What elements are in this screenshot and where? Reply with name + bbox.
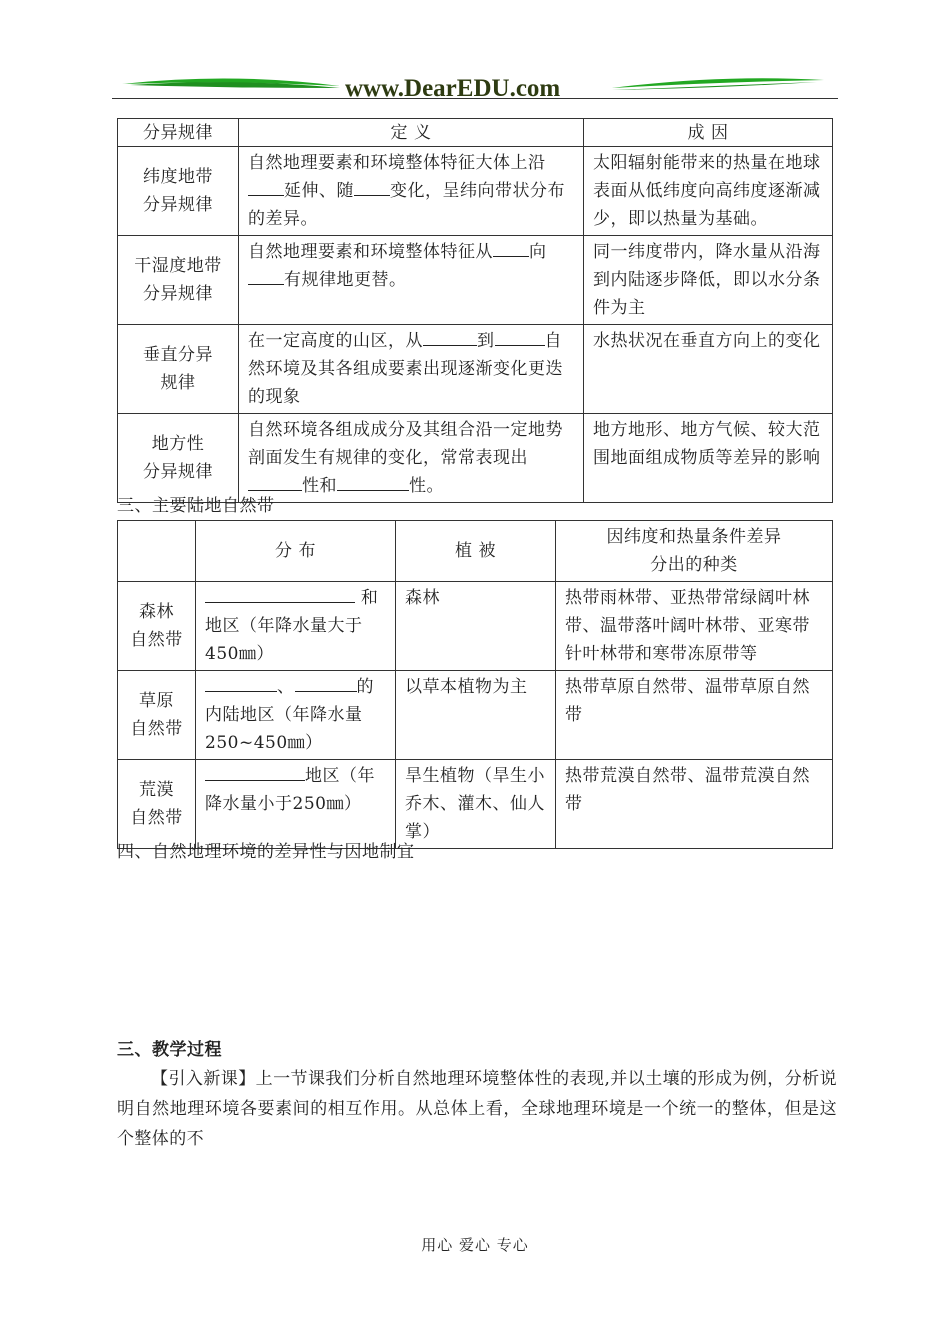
fill-blank[interactable] bbox=[205, 673, 277, 692]
zone-name-cell: 荒漠 自然带 bbox=[118, 760, 196, 849]
distribution-cell: 地区（年 降水量小于250㎜） bbox=[196, 760, 396, 849]
cause-cell: 太阳辐射能带来的热量在地球表面从低纬度向高纬度逐渐减少，即以热量为基础。 bbox=[584, 147, 833, 236]
differentiation-table bbox=[117, 118, 833, 503]
fill-blank[interactable] bbox=[248, 177, 284, 196]
definition-cell: 自然环境各组成成分及其组合沿一定地势剖面发生有规律的变化，常常表现出性和 性。 bbox=[239, 414, 584, 503]
site-url: www.DearEDU.com bbox=[345, 75, 561, 102]
table-row bbox=[118, 582, 833, 671]
kinds-cell: 热带荒漠自然带、温带荒漠自然带 bbox=[556, 760, 833, 849]
natural-zones-table bbox=[117, 520, 833, 849]
section-heading: 三、主要陆地自然带 bbox=[117, 496, 275, 516]
section-heading: 四、自然地理环境的差异性与因地制宜 bbox=[117, 842, 415, 862]
page-footer: 用心 爱心 专心 bbox=[421, 1236, 529, 1254]
fill-blank[interactable] bbox=[205, 584, 355, 603]
fill-blank[interactable] bbox=[248, 472, 302, 491]
section-heading: 三、教学过程 bbox=[117, 1040, 222, 1060]
cause-cell: 水热状况在垂直方向上的变化 bbox=[584, 325, 833, 414]
distribution-cell: 和 地区（年降水量大于450㎜） bbox=[196, 582, 396, 671]
table-row bbox=[118, 760, 833, 849]
zone-name-cell: 森林 自然带 bbox=[118, 582, 196, 671]
rule-name-cell: 纬度地带 分异规律 bbox=[118, 147, 239, 236]
rule-name-cell: 地方性 分异规律 bbox=[118, 414, 239, 503]
vegetation-cell: 以草本植物为主 bbox=[396, 671, 556, 760]
header-cell: 分异规律 bbox=[118, 119, 239, 147]
definition-cell: 在一定高度的山区，从 到 自然环境及其各组成要素出现逐渐变化更迭的现象 bbox=[239, 325, 584, 414]
header-cell: 定 义 bbox=[239, 119, 584, 147]
kinds-cell: 热带雨林带、亚热带常绿阔叶林带、温带落叶阔叶林带、亚寒带针叶林带和寒带冻原带等 bbox=[556, 582, 833, 671]
header-cell bbox=[118, 521, 196, 582]
table-row bbox=[118, 236, 833, 325]
fill-blank[interactable] bbox=[423, 327, 477, 346]
distribution-cell: 、 的 内陆地区（年降水量250~450㎜） bbox=[196, 671, 396, 760]
intro-tag: 【引入新课】 bbox=[151, 1069, 256, 1089]
definition-cell: 自然地理要素和环境整体特征从 向有规律地更替。 bbox=[239, 236, 584, 325]
zone-name-cell: 草原 自然带 bbox=[118, 671, 196, 760]
header-cell: 植 被 bbox=[396, 521, 556, 582]
table-row bbox=[118, 414, 833, 503]
fill-blank[interactable] bbox=[337, 472, 409, 491]
table-row bbox=[118, 147, 833, 236]
fill-blank[interactable] bbox=[354, 177, 390, 196]
fill-blank[interactable] bbox=[495, 327, 545, 346]
rule-name-cell: 干湿度地带 分异规律 bbox=[118, 236, 239, 325]
rule-name-cell: 垂直分异 规律 bbox=[118, 325, 239, 414]
fill-blank[interactable] bbox=[295, 673, 357, 692]
cause-cell: 地方地形、地方气候、较大范围地面组成物质等差异的影响 bbox=[584, 414, 833, 503]
header-rule bbox=[112, 98, 838, 99]
header-cell: 因纬度和热量条件差异 分出的种类 bbox=[556, 521, 833, 582]
table-row bbox=[118, 671, 833, 760]
vegetation-cell: 旱生植物（旱生小乔木、灌木、仙人掌） bbox=[396, 760, 556, 849]
fill-blank[interactable] bbox=[205, 762, 305, 781]
kinds-cell: 热带草原自然带、温带草原自然带 bbox=[556, 671, 833, 760]
definition-cell: 自然地理要素和环境整体特征大体上沿延伸、随 变化，呈纬向带状分布的差异。 bbox=[239, 147, 584, 236]
intro-text: 上一节课我们分析自然地理环境整体性的表现,并以土壤的形成为例，分析说明自然地理环境各要素间的相互作用。从总体上看，全球地理环境是一个统一的整体，但是这个整体的不 bbox=[117, 1069, 837, 1149]
table-row bbox=[118, 325, 833, 414]
fill-blank[interactable] bbox=[248, 266, 284, 285]
header-cell: 分 布 bbox=[196, 521, 396, 582]
vegetation-cell: 森林 bbox=[396, 582, 556, 671]
header-cell: 成 因 bbox=[584, 119, 833, 147]
intro-paragraph bbox=[117, 1064, 837, 1154]
fill-blank[interactable] bbox=[493, 238, 529, 257]
cause-cell: 同一纬度带内，降水量从沿海到内陆逐步降低，即以水分条件为主 bbox=[584, 236, 833, 325]
